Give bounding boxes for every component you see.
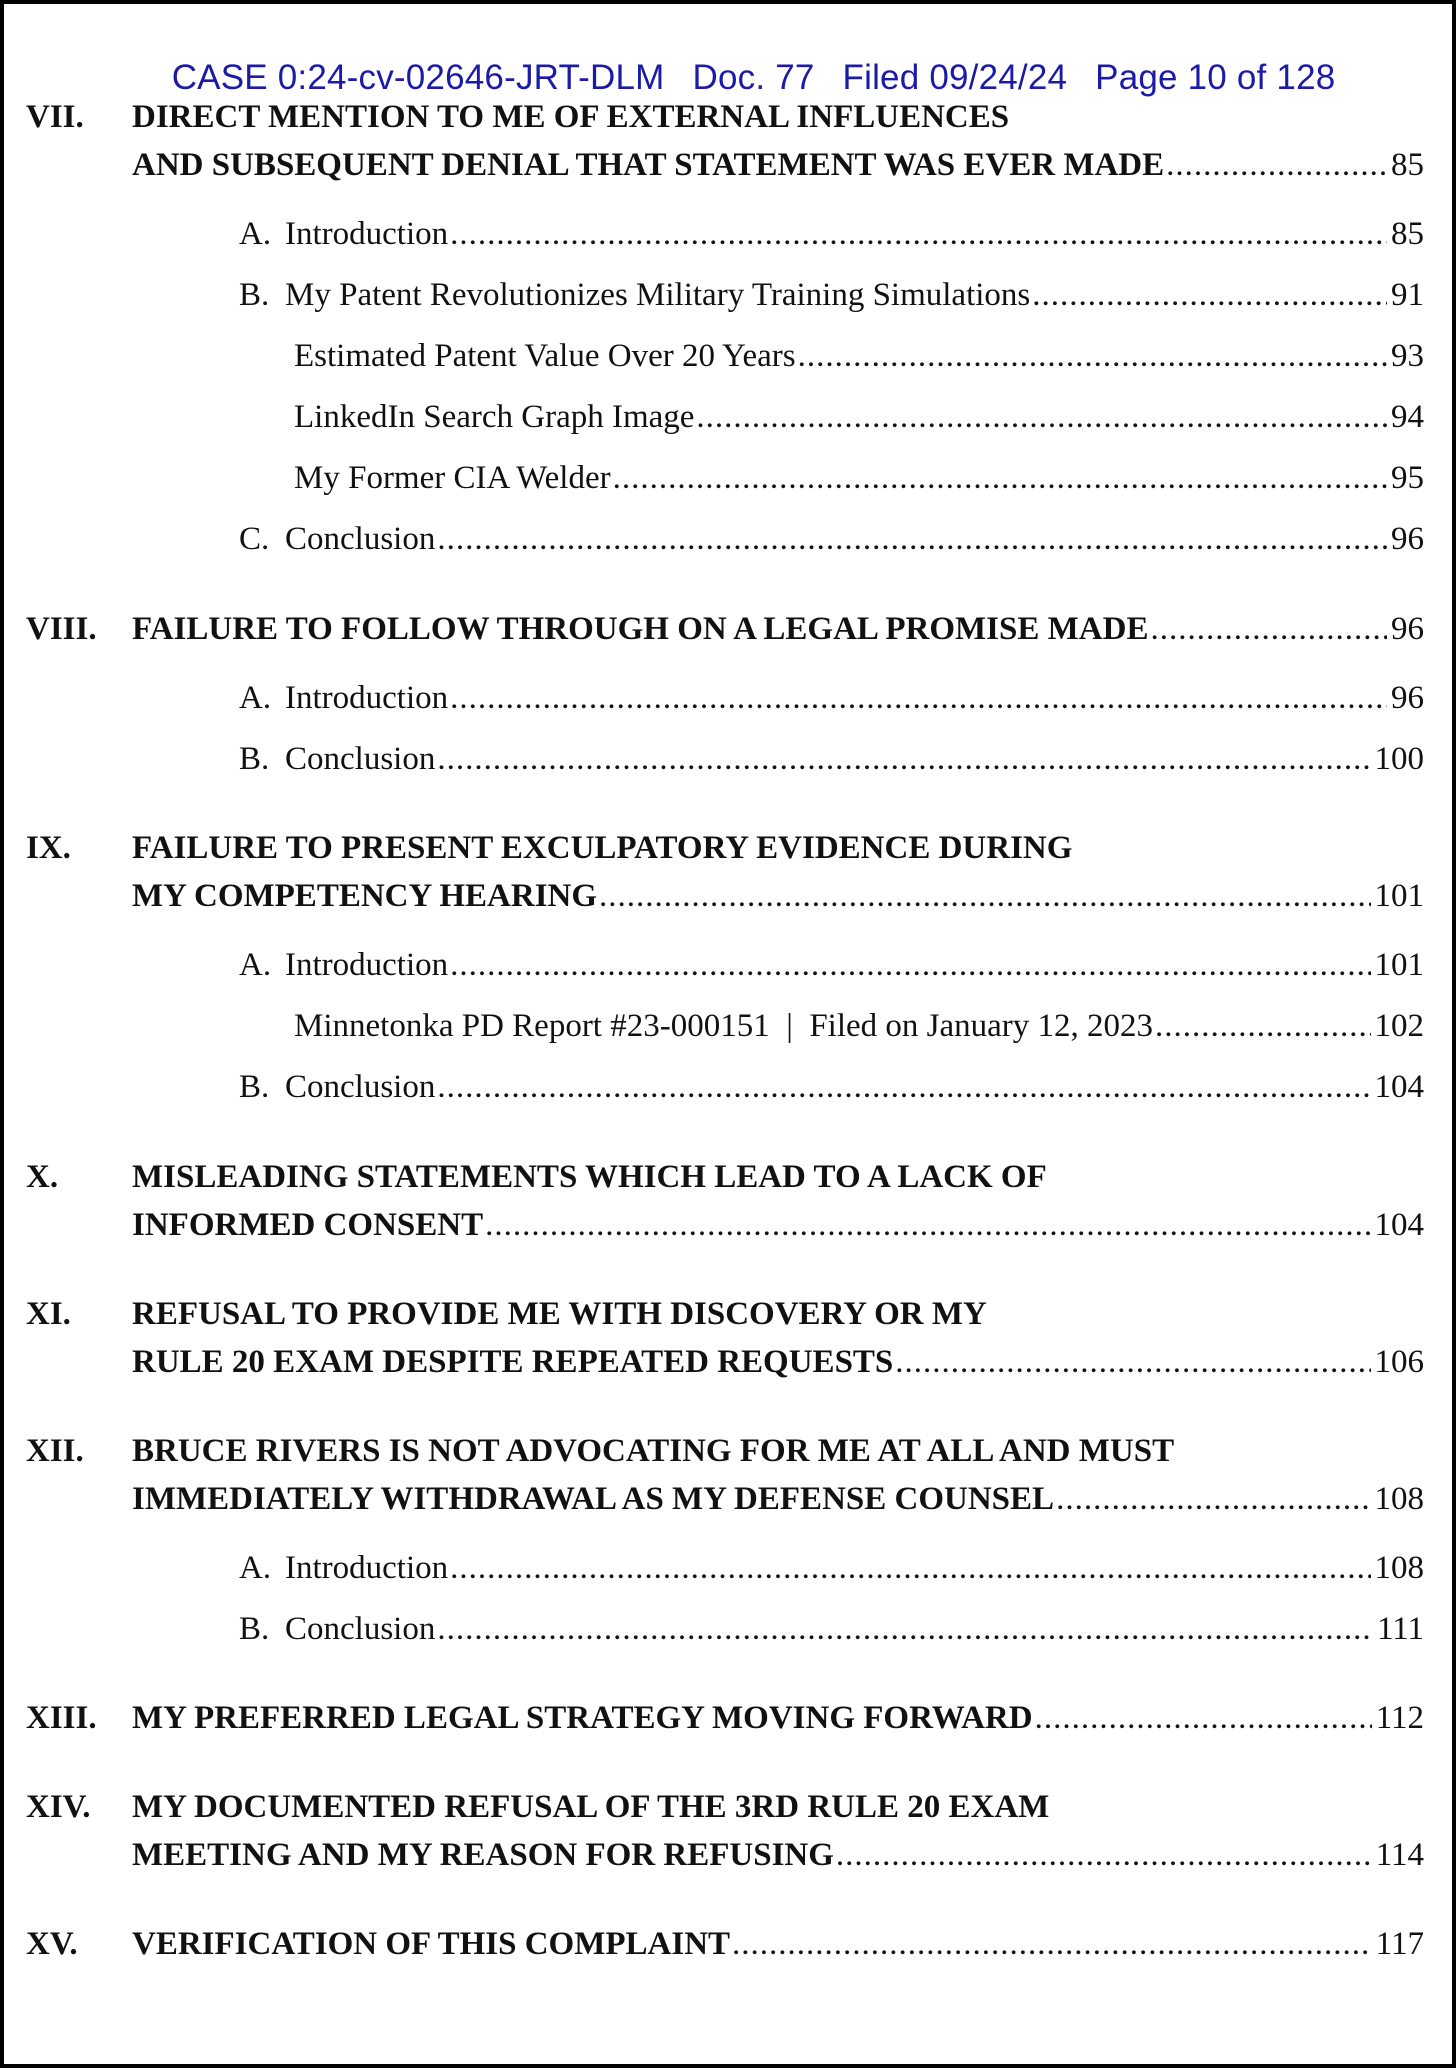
case-number: CASE 0:24-cv-02646-JRT-DLM xyxy=(171,58,665,97)
section-title: MY COMPETENCY HEARING xyxy=(132,878,598,914)
toc-entry xyxy=(4,392,1452,442)
section-title: MEETING AND MY REASON FOR REFUSING xyxy=(132,1837,834,1873)
entry-label: Introduction xyxy=(285,1550,449,1586)
page-number: 111 xyxy=(1376,1611,1424,1647)
section-number: XIII. xyxy=(26,1700,97,1736)
page-number: 93 xyxy=(1391,338,1424,374)
toc-section-vii-cont xyxy=(4,140,1452,190)
entry-label: My Former CIA Welder xyxy=(294,460,611,496)
page-number: 94 xyxy=(1391,399,1424,435)
section-title: FAILURE TO FOLLOW THROUGH ON A LEGAL PROMISE MADE xyxy=(132,611,1149,647)
page-number: 117 xyxy=(1375,1926,1424,1962)
section-number: XI. xyxy=(26,1296,71,1332)
page-number: 108 xyxy=(1374,1550,1424,1586)
entry-label: Estimated Patent Value Over 20 Years xyxy=(294,338,796,374)
page-number: 104 xyxy=(1374,1207,1424,1243)
entry-label: LinkedIn Search Graph Image xyxy=(294,399,695,435)
section-title: MISLEADING STATEMENTS WHICH LEAD TO A LACK OF xyxy=(132,1159,1047,1195)
toc-section-ix xyxy=(4,823,1452,873)
toc-entry xyxy=(4,453,1452,503)
toc-entry xyxy=(4,734,1452,784)
entry-letter: A. xyxy=(239,1550,272,1586)
section-number: XIV. xyxy=(26,1789,91,1825)
page-number: 101 xyxy=(1374,947,1424,983)
toc-section-xii-cont xyxy=(4,1474,1452,1524)
page-number: 85 xyxy=(1391,216,1424,252)
section-number: VIII. xyxy=(26,611,97,647)
page-number: 108 xyxy=(1374,1481,1424,1517)
entry-label: Introduction xyxy=(285,947,449,983)
toc-section-x xyxy=(4,1152,1452,1202)
toc-entry xyxy=(4,940,1452,990)
entry-label: My Patent Revolutionizes Military Training Simulations xyxy=(285,277,1031,313)
section-title: IMMEDIATELY WITHDRAWAL AS MY DEFENSE COUNSEL xyxy=(132,1481,1055,1517)
page-number: 104 xyxy=(1374,1069,1424,1105)
entry-letter: B. xyxy=(239,1069,270,1105)
entry-label: Conclusion xyxy=(285,1069,436,1105)
page-number: 96 xyxy=(1391,680,1424,716)
entry-label: Minnetonka PD Report #23-000151 | Filed on January 12, 2023 xyxy=(294,1008,1154,1044)
page-count: Page 10 of 128 xyxy=(1095,58,1336,97)
section-number: X. xyxy=(26,1159,59,1195)
doc-number: Doc. 77 xyxy=(692,58,815,97)
page-number: 96 xyxy=(1391,611,1424,647)
entry-label: Conclusion xyxy=(285,521,436,557)
section-title: VERIFICATION OF THIS COMPLAINT xyxy=(132,1926,731,1962)
section-title: MY DOCUMENTED REFUSAL OF THE 3RD RULE 20 EXAM xyxy=(132,1789,1050,1825)
toc-section-ix-cont xyxy=(4,871,1452,921)
toc-section-xiv-cont xyxy=(4,1830,1452,1880)
section-title: REFUSAL TO PROVIDE ME WITH DISCOVERY OR MY xyxy=(132,1296,987,1332)
entry-label: Introduction xyxy=(285,216,449,252)
toc-entry xyxy=(4,514,1452,564)
toc-section-xii xyxy=(4,1426,1452,1476)
section-number: XV. xyxy=(26,1926,78,1962)
page-number: 85 xyxy=(1391,147,1424,183)
toc-section-x-cont xyxy=(4,1200,1452,1250)
filed-date: Filed 09/24/24 xyxy=(842,58,1068,97)
section-title: INFORMED CONSENT xyxy=(132,1207,484,1243)
toc-entry xyxy=(4,209,1452,259)
toc-entry xyxy=(4,673,1452,723)
entry-letter: B. xyxy=(239,1611,270,1647)
toc-section-xi xyxy=(4,1289,1452,1339)
entry-letter: C. xyxy=(239,521,270,557)
entry-letter: A. xyxy=(239,680,272,716)
section-number: IX. xyxy=(26,830,71,866)
section-title: AND SUBSEQUENT DENIAL THAT STATEMENT WAS EVER MADE xyxy=(132,147,1165,183)
toc-section-xi-cont xyxy=(4,1337,1452,1387)
toc-entry xyxy=(4,331,1452,381)
section-number: XII. xyxy=(26,1433,84,1469)
toc-entry xyxy=(4,270,1452,320)
entry-letter: B. xyxy=(239,741,270,777)
toc-entry xyxy=(4,1001,1452,1051)
entry-label: Conclusion xyxy=(285,741,436,777)
section-title: BRUCE RIVERS IS NOT ADVOCATING FOR ME AT ALL AND MUST xyxy=(132,1433,1175,1469)
toc-entry xyxy=(4,1604,1452,1654)
entry-letter: A. xyxy=(239,216,272,252)
page-number: 102 xyxy=(1374,1008,1424,1044)
page-number: 100 xyxy=(1374,741,1424,777)
toc-section-xv xyxy=(4,1919,1452,1969)
entry-letter: B. xyxy=(239,277,270,313)
section-number: VII. xyxy=(26,99,84,135)
entry-label: Introduction xyxy=(285,680,449,716)
entry-letter: A. xyxy=(239,947,272,983)
toc-section-xiv xyxy=(4,1782,1452,1832)
toc-section-xiii xyxy=(4,1693,1452,1743)
page-number: 95 xyxy=(1391,460,1424,496)
toc-entry xyxy=(4,1062,1452,1112)
toc-section-vii xyxy=(4,92,1452,142)
toc-section-viii xyxy=(4,604,1452,654)
section-title: FAILURE TO PRESENT EXCULPATORY EVIDENCE DURING xyxy=(132,830,1073,866)
page-number: 91 xyxy=(1391,277,1424,313)
page-number: 114 xyxy=(1375,1837,1424,1873)
page-number: 101 xyxy=(1374,878,1424,914)
section-title: MY PREFERRED LEGAL STRATEGY MOVING FORWARD xyxy=(132,1700,1033,1736)
section-title: DIRECT MENTION TO ME OF EXTERNAL INFLUENCES xyxy=(132,99,1010,135)
entry-label: Conclusion xyxy=(285,1611,436,1647)
section-title: RULE 20 EXAM DESPITE REPEATED REQUESTS xyxy=(132,1344,894,1380)
page-number: 112 xyxy=(1375,1700,1424,1736)
page-number: 106 xyxy=(1374,1344,1424,1380)
toc-entry xyxy=(4,1543,1452,1593)
page-number: 96 xyxy=(1391,521,1424,557)
